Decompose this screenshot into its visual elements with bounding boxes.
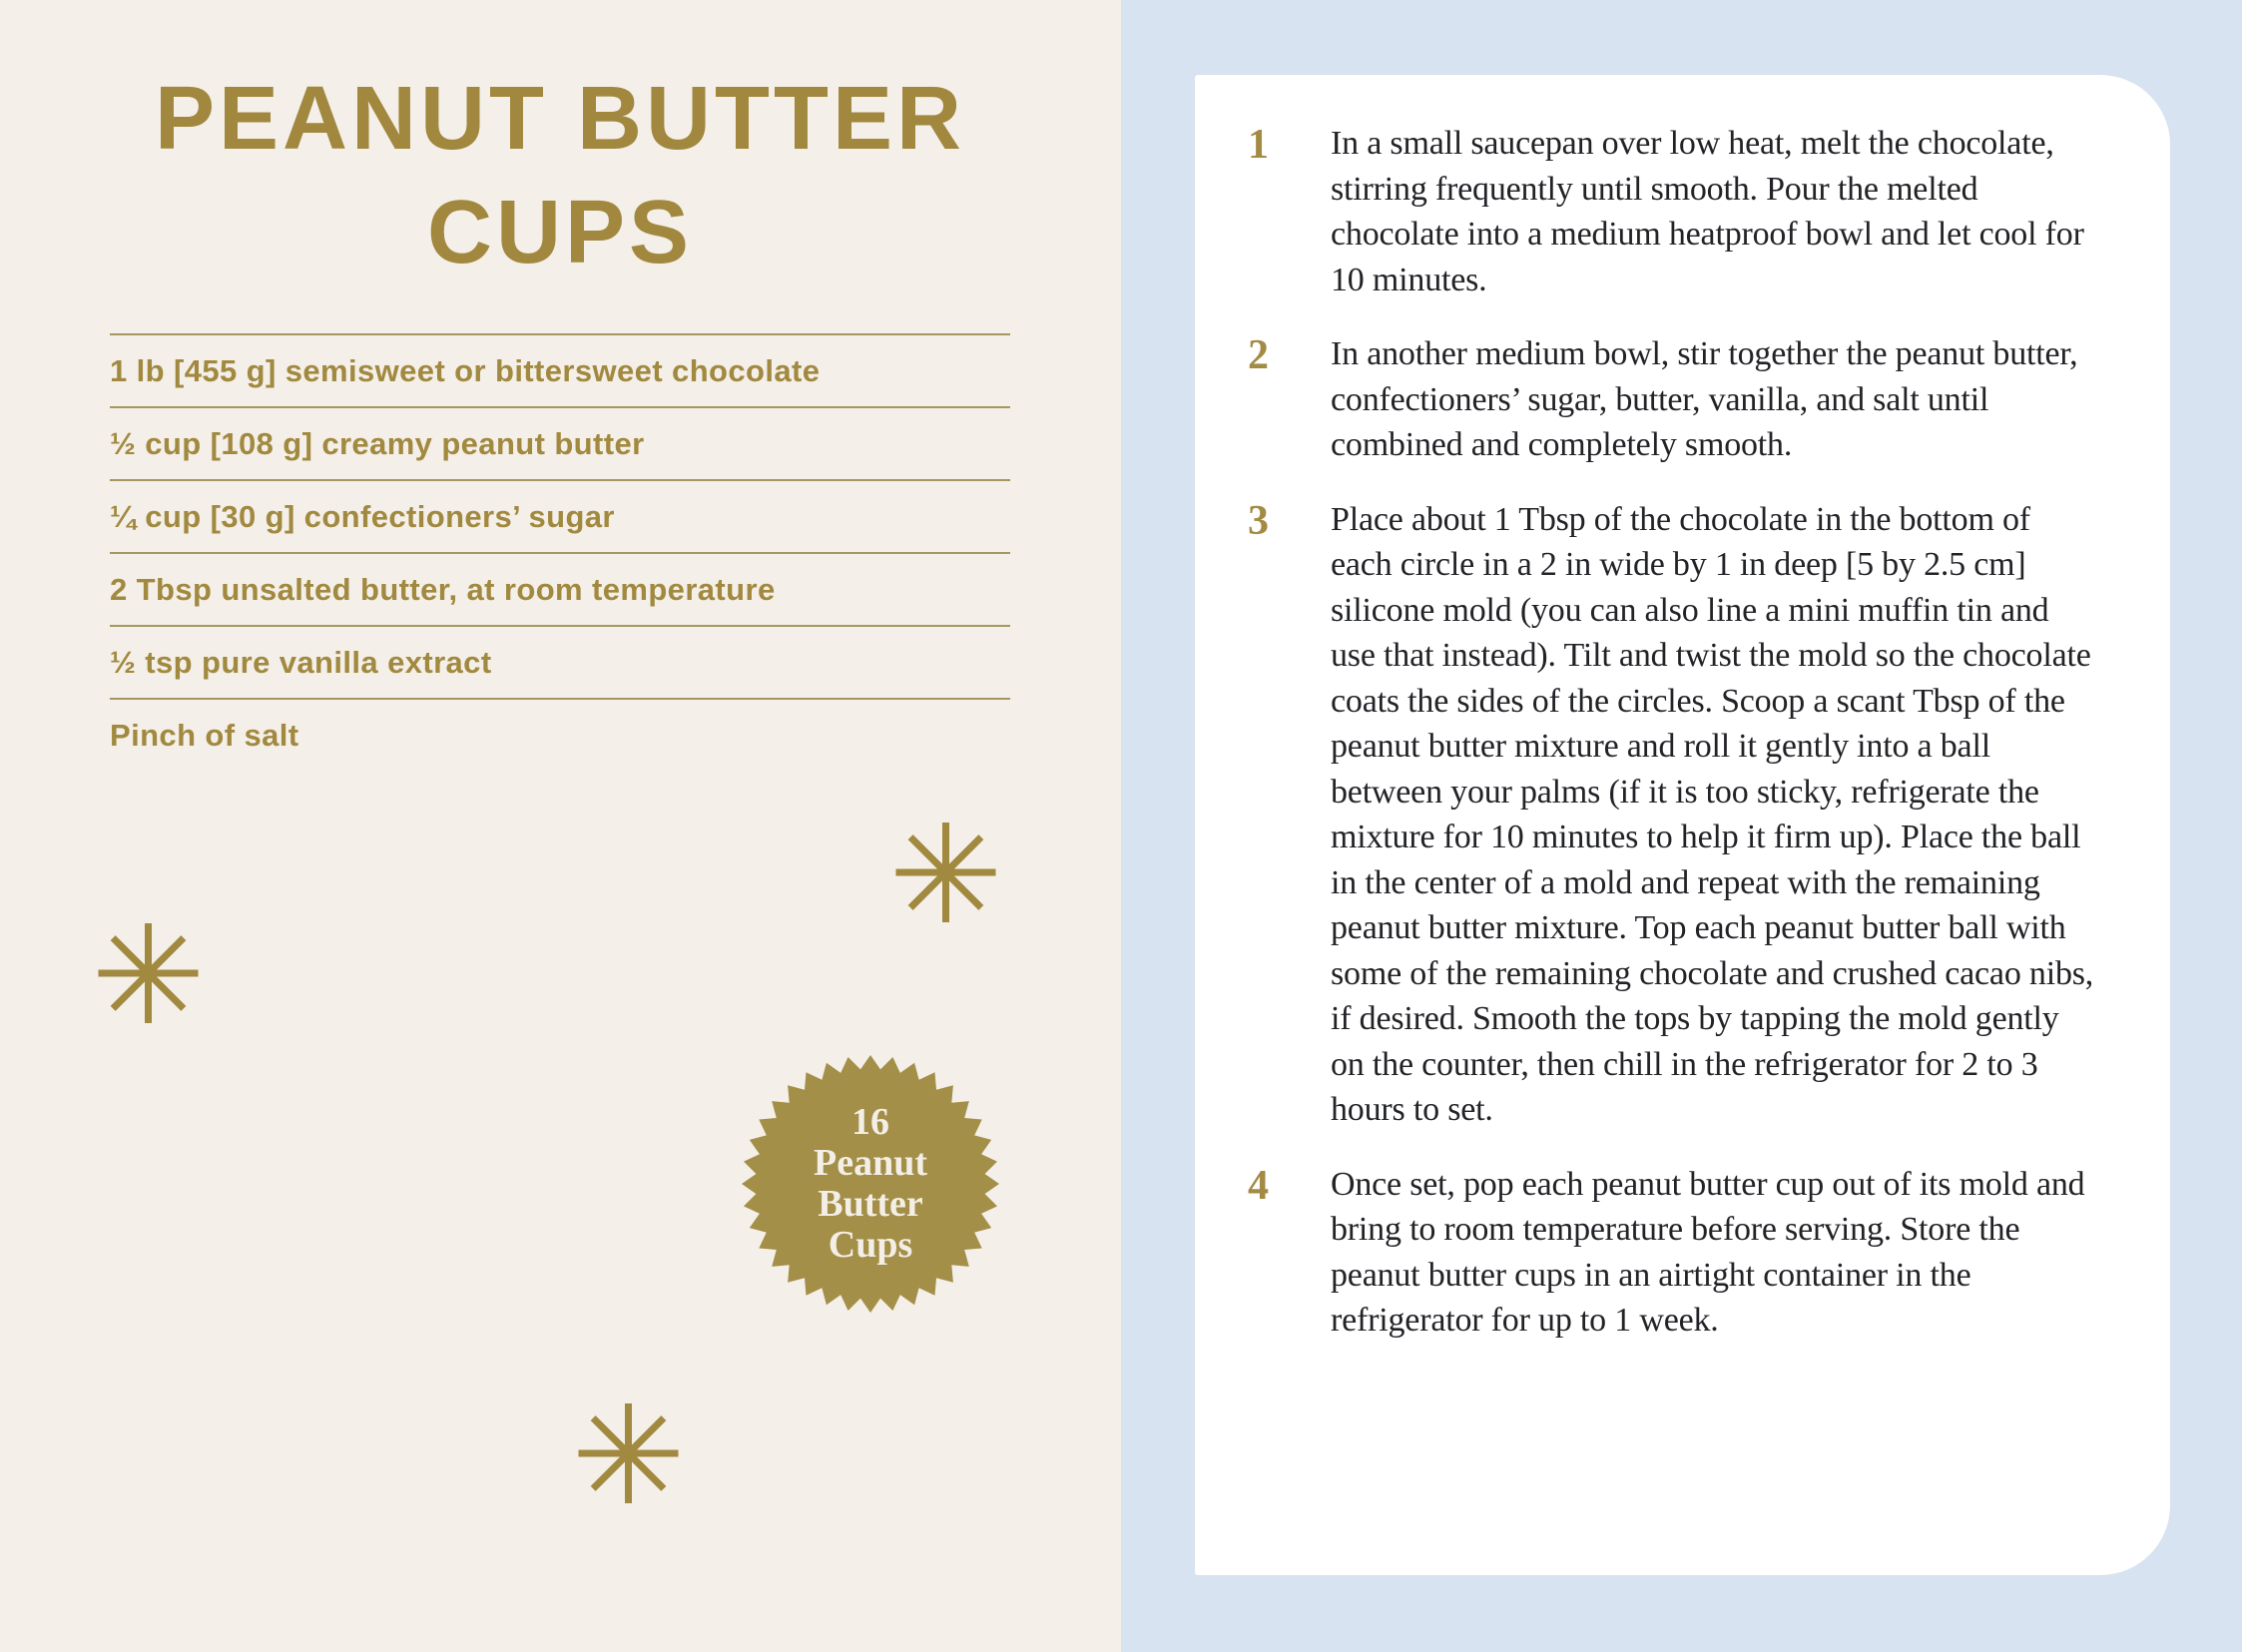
yield-word: Butter [818,1183,923,1225]
ingredients-list [110,333,1010,771]
ingredient-item: 2 Tbsp unsalted butter, at room temperature [110,552,1010,625]
step-text: In a small saucepan over low heat, melt the chocolate, stirring frequently until smooth. Pour the melted chocolate into a medium heatproof bowl and let cool for 10 minutes. [1331,125,2084,298]
page-title [61,62,1059,289]
step-number: 4 [1248,1162,1269,1209]
method-card [1195,75,2170,1575]
sparkle-star-icon [578,1403,678,1503]
step-number: 2 [1248,332,1269,378]
ingredient-item: Pinch of salt [110,698,1010,771]
method-step [1248,121,2114,302]
yield-word: Peanut [814,1142,927,1184]
ingredient-item: 1 lb [455 g] semisweet or bittersweet chocolate [110,333,1010,406]
step-number: 1 [1248,122,1269,168]
yield-badge-text [742,1055,999,1313]
method-panel [1121,0,2242,1652]
sparkle-star-icon [98,923,198,1023]
yield-badge [742,1055,999,1313]
ingredient-item: ¼ cup [30 g] confectioners’ sugar [110,479,1010,552]
step-text: Once set, pop each peanut butter cup out of its mold and bring to room temperature before serving. Store the peanut butter cups in an airtight container in the refrigerator for up to 1 week. [1331,1165,2085,1339]
step-text: Place about 1 Tbsp of the chocolate in the bottom of each circle in a 2 in wide by 1 in deep [5 by 2.5 cm] silicone mold (you can also line a mini muffin tin and use that instead). Tilt and twist the mold so the chocolate coats the sides of the circles. Scoop a scant Tbsp of the peanut butter mixture and roll it gently into a ball between your palms (if it is too sticky, refrigerate the mixture for 10 minutes to help it firm up). Place the ball in the center of a mold and repeat with the remaining peanut butter mixture. Top each peanut butter ball with some of the remaining chocolate and crushed cacao nibs, if desired. Smooth the tops by tapping the mold gently on the counter, then chill in the refrigerator for 2 to 3 hours to set. [1331,500,2094,1128]
method-step [1248,331,2114,468]
method-step [1248,497,2114,1133]
ingredient-item: ½ tsp pure vanilla extract [110,625,1010,698]
page-title-line1: PEANUT BUTTER [155,69,965,169]
yield-count: 16 [851,1101,889,1143]
sparkle-star-icon [895,823,995,922]
yield-word: Cups [828,1224,913,1266]
step-text: In another medium bowl, stir together the peanut butter, confectioners’ sugar, butter, vanilla, and salt until combined and completely smooth. [1331,335,2078,463]
method-step [1248,1162,2114,1344]
ingredient-item: ½ cup [108 g] creamy peanut butter [110,406,1010,479]
page-title-line2: CUPS [426,183,694,282]
step-number: 3 [1248,497,1269,544]
